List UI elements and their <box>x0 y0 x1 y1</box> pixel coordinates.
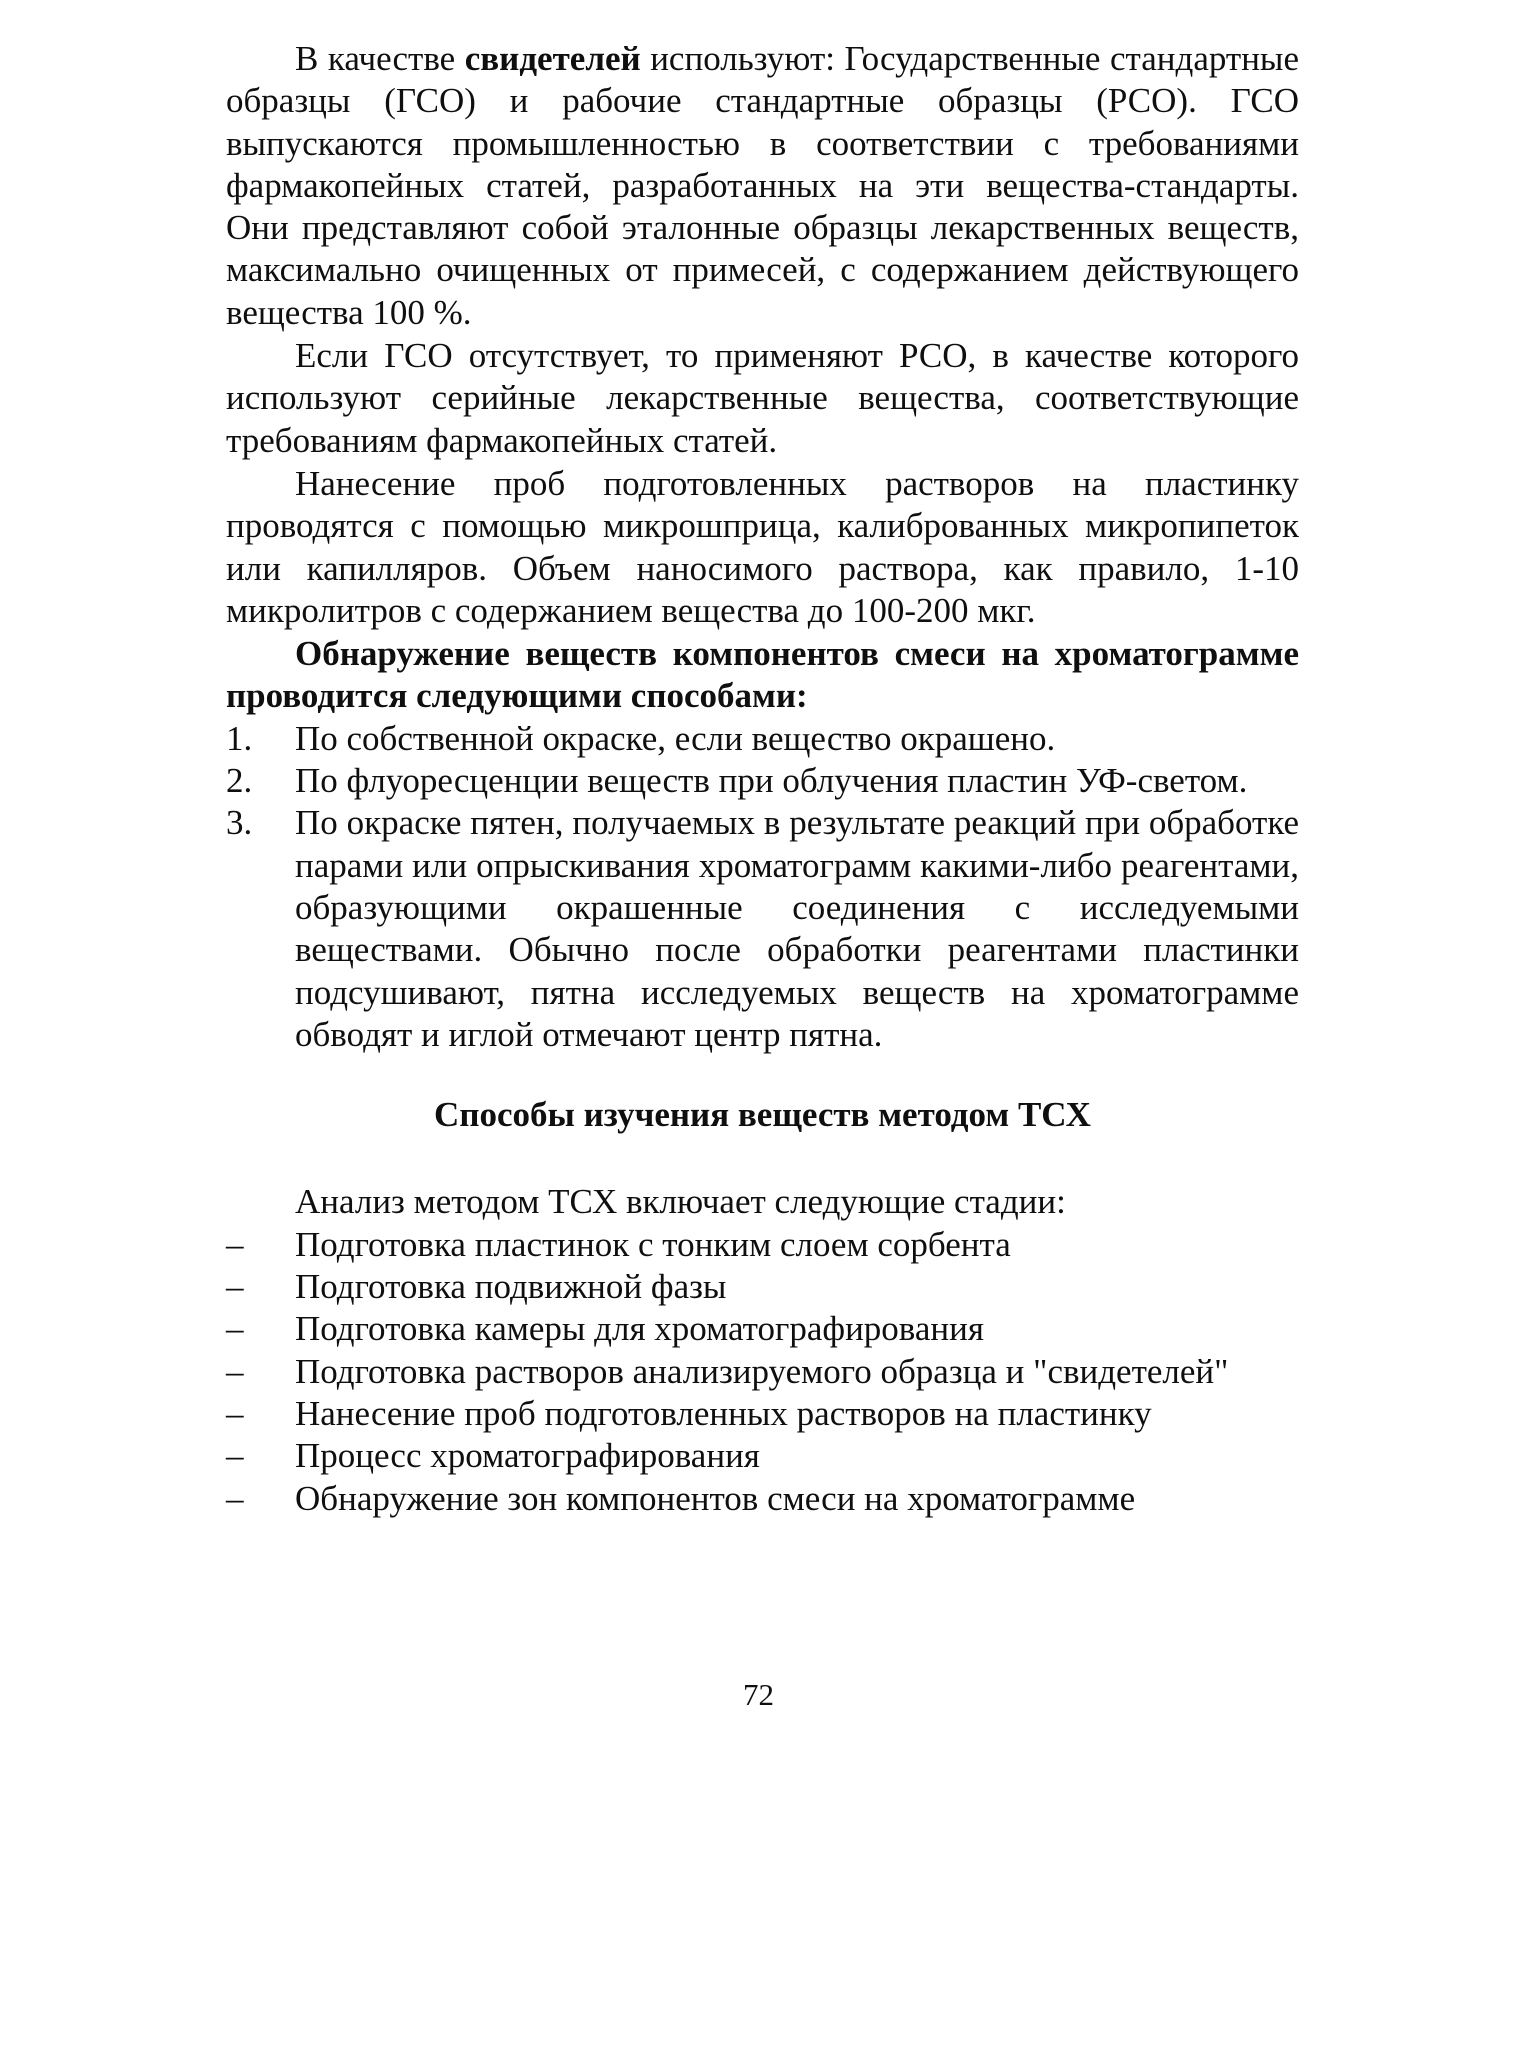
term-witnesses: свидетелей <box>464 39 641 78</box>
dash-bullet: – <box>226 1351 244 1391</box>
list-item-text: Нанесение проб подготовленных растворов на пластинку <box>295 1393 1152 1433</box>
list-item-text: Подготовка подвижной фазы <box>295 1267 727 1307</box>
detection-methods-list <box>226 718 1299 1056</box>
list-item-text: По собственной окраске, если вещество окрашено. <box>295 718 1056 758</box>
dash-bullet: – <box>226 1393 244 1433</box>
list-item <box>226 1435 1299 1477</box>
dash-bullet: – <box>226 1478 244 1518</box>
list-item-number: 1. <box>226 718 253 758</box>
dash-bullet: – <box>226 1267 244 1307</box>
dash-bullet: – <box>226 1436 244 1476</box>
list-item-number: 2. <box>226 761 253 801</box>
list-item <box>226 1266 1299 1308</box>
list-item-text: Обнаружение зон компонентов смеси на хроматограмме <box>295 1478 1136 1518</box>
list-item <box>226 718 1299 760</box>
list-item-text: По флуоресценции веществ при облучения пластин УФ-светом. <box>295 761 1248 801</box>
dash-bullet: – <box>226 1309 244 1349</box>
stages-list <box>226 1224 1299 1520</box>
list-item <box>226 1224 1299 1266</box>
list-item <box>226 1393 1299 1435</box>
paragraph-witnesses <box>226 38 1299 334</box>
list-item-text: Подготовка растворов анализируемого образца и "свидетелей" <box>295 1351 1229 1391</box>
paragraph-sample-application: Нанесение проб подготовленных растворов на пластинку проводятся с помощью микрошприца, калиброванных микропипеток или капилляров. Объем наносимого раствора, как правило, 1-10 микролитров с содержанием вещества до 100-200 мкг. <box>226 463 1299 630</box>
paragraph-witnesses-lead: В качестве <box>295 39 465 78</box>
list-item-number: 3. <box>226 803 253 843</box>
paragraph-witnesses-rest: используют: Государственные стандартные образцы (ГСО) и рабочие стандартные образцы (РСО). ГСО выпускаются промышленностью в соответствии с требованиями фармакопейных статей, разработанных на эти вещества-стандарты. Они представляют собой эталонные образцы лекарственных веществ, максимально очищенных от примесей, с содержанием действующего вещества 100 %. <box>226 39 1299 332</box>
paragraph-rso: Если ГСО отсутствует, то применяют РСО, в качестве которого используют серийные лекарственные вещества, соответствующие требованиям фармакопейных статей. <box>226 336 1299 460</box>
list-item-text: По окраске пятен, получаемых в результате реакций при обработке парами или опрыскивания хроматограмм какими-либо реагентами, образующими окрашенные соединения с исследуемыми веществами. Обычно после обработки реагентами пластинки подсушивают, пятна исследуемых веществ на хроматограмме обводят и иглой отмечают центр пятна. <box>295 803 1299 1054</box>
dash-bullet: – <box>226 1224 244 1264</box>
section-intro: Анализ методом ТСХ включает следующие стадии: <box>295 1182 1066 1222</box>
list-item-text: Подготовка камеры для хроматографирования <box>295 1309 984 1349</box>
page-number: 72 <box>743 1677 774 1712</box>
list-item <box>226 1478 1299 1520</box>
list-item <box>226 802 1299 1056</box>
list-item <box>226 1308 1299 1350</box>
list-item-text: Подготовка пластинок с тонким слоем сорбента <box>295 1224 1011 1264</box>
list-item <box>226 1351 1299 1393</box>
list-item-text: Процесс хроматографирования <box>295 1436 760 1476</box>
detection-heading: Обнаружение веществ компонентов смеси на хроматограмме проводится следующими способами: <box>226 634 1299 716</box>
section-title: Способы изучения веществ методом ТСХ <box>434 1095 1091 1135</box>
list-item <box>226 760 1299 802</box>
